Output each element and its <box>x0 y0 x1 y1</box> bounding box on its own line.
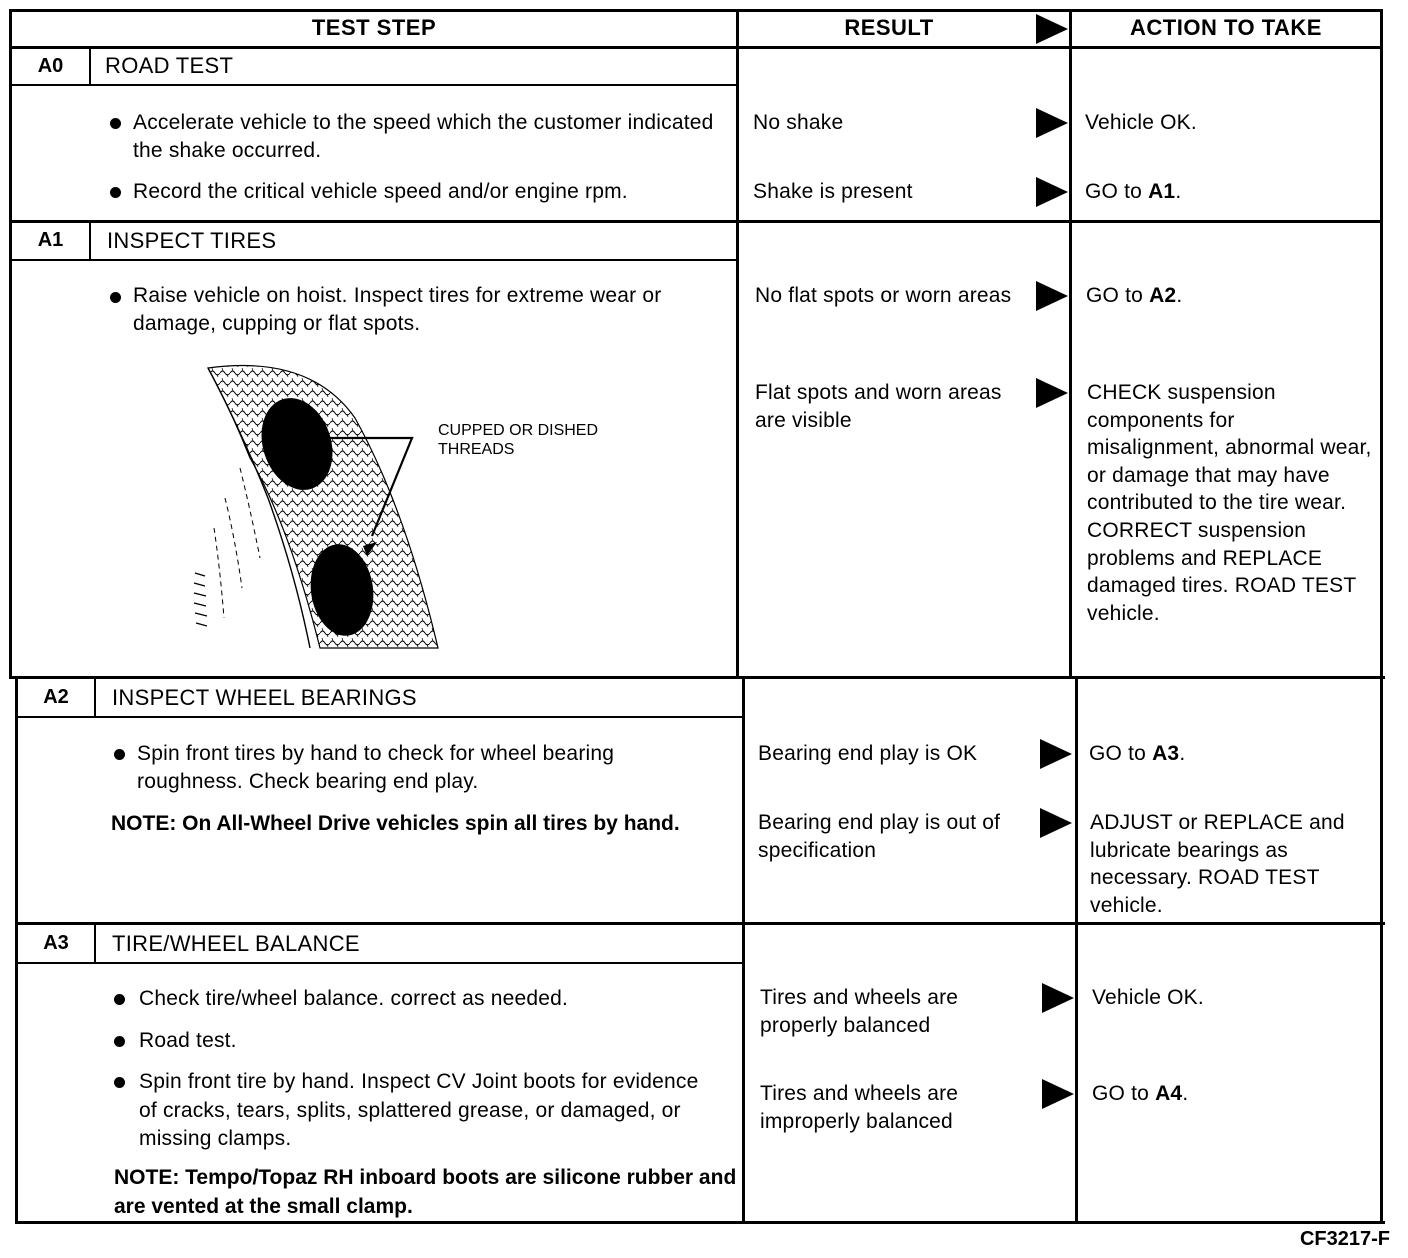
a3-result-2: Tires and wheels are improperly balanced <box>760 1082 959 1133</box>
a3-bullet-1: Check tire/wheel balance. correct as needed. <box>139 987 569 1010</box>
a3-result-1: Tires and wheels are properly balanced <box>760 986 959 1037</box>
col-divider-action-lower <box>1075 677 1078 1224</box>
step-id-a3: A3 <box>43 932 69 954</box>
a1-result-2: Flat spots and worn areas are visible <box>755 381 1002 432</box>
tire-illustration <box>180 358 450 654</box>
a2-note: NOTE: On All-Wheel Drive vehicles spin all tires by hand. <box>111 812 680 835</box>
a0-result-1: No shake <box>753 111 844 134</box>
a0-bullet-1: Accelerate vehicle to the speed which the customer indicated the shake occurred. <box>133 111 714 162</box>
result-arrow-icon <box>1042 983 1074 1013</box>
a1-id-divider <box>89 222 91 260</box>
a3-action-2: GO to A4. <box>1092 1082 1189 1105</box>
a2-id-divider <box>94 678 96 717</box>
a3-action-1: Vehicle OK. <box>1092 986 1204 1009</box>
header-arrow-icon <box>1036 14 1068 44</box>
a1-action-1: GO to A2. <box>1086 284 1183 307</box>
result-arrow-icon <box>1036 108 1068 138</box>
step-id-a0: A0 <box>37 54 64 77</box>
table-left-border <box>9 9 12 677</box>
step-id-a1: A1 <box>37 229 64 251</box>
a3-bullet-2: Road test. <box>139 1029 237 1052</box>
bullet-icon <box>114 994 125 1005</box>
a2-result-2: Bearing end play is out of specification <box>758 811 1001 862</box>
a2-result-1: Bearing end play is OK <box>758 742 978 765</box>
a1-result-1: No flat spots or worn areas <box>755 284 1012 307</box>
a0-action-1: Vehicle OK. <box>1085 111 1197 134</box>
a2-title-underline <box>15 716 743 718</box>
bullet-icon <box>114 749 125 760</box>
a3-note: NOTE: Tempo/Topaz RH inboard boots are silicone rubber and are vented at the small clamp. <box>114 1166 737 1218</box>
header-action: ACTION TO TAKE <box>1130 15 1322 40</box>
header-result: RESULT <box>844 15 934 40</box>
a3-title-underline <box>15 962 743 964</box>
table-right-border <box>1380 9 1383 1224</box>
a0-action-2: GO to A1. <box>1085 180 1182 203</box>
result-arrow-icon <box>1036 177 1068 207</box>
col-divider-action <box>1069 9 1072 677</box>
bullet-icon <box>110 292 121 303</box>
bullet-icon <box>114 1077 125 1088</box>
col-divider-result <box>736 9 739 677</box>
bullet-icon <box>114 1036 125 1047</box>
step-title-a1: INSPECT TIRES <box>107 227 277 253</box>
step-title-a2: INSPECT WHEEL BEARINGS <box>112 684 417 710</box>
step-id-a2: A2 <box>43 686 69 708</box>
a0-result-2: Shake is present <box>753 180 913 203</box>
a3-bullet-3: Spin front tire by hand. Inspect CV Joint boots for evidence of cracks, tears, splits, splattered grease, or damaged, or missing clamps. <box>139 1070 699 1150</box>
a3-id-divider <box>94 924 96 963</box>
bullet-icon <box>110 187 121 198</box>
result-arrow-icon <box>1036 378 1068 408</box>
col-divider-result-lower <box>742 677 745 1224</box>
a1-action-2: CHECK suspension components for misalignment, abnormal wear, or damage that may have contributed to the tire wear. CORRECT suspension problems and REPLACE damaged tires. ROAD TEST vehicle. <box>1087 381 1372 625</box>
a0-bullet-2: Record the critical vehicle speed and/or engine rpm. <box>133 180 628 203</box>
result-arrow-icon <box>1036 281 1068 311</box>
a2-action-1: GO to A3. <box>1089 742 1186 765</box>
a0-title-underline <box>9 84 737 86</box>
step-title-a0: ROAD TEST <box>105 53 234 78</box>
result-arrow-icon <box>1040 808 1072 838</box>
a2-action-2: ADJUST or REPLACE and lubricate bearings as necessary. ROAD TEST vehicle. <box>1090 811 1345 917</box>
a1-title-underline <box>9 259 737 261</box>
result-arrow-icon <box>1042 1079 1074 1109</box>
result-arrow-icon <box>1040 739 1072 769</box>
a0-id-divider <box>89 48 91 85</box>
bullet-icon <box>110 118 121 129</box>
header-test-step: TEST STEP <box>311 15 437 40</box>
illustration-callout-label: CUPPED OR DISHED THREADS <box>438 422 599 458</box>
table-bottom-border <box>17 1221 1385 1224</box>
a2-bullet-1: Spin front tires by hand to check for wheel bearing roughness. Check bearing end play. <box>137 742 615 793</box>
figure-code: CF3217-F <box>1299 1228 1390 1250</box>
a1-bullet-1: Raise vehicle on hoist. Inspect tires for extreme wear or damage, cupping or flat spots. <box>133 284 662 335</box>
step-title-a3: TIRE/WHEEL BALANCE <box>112 930 360 956</box>
